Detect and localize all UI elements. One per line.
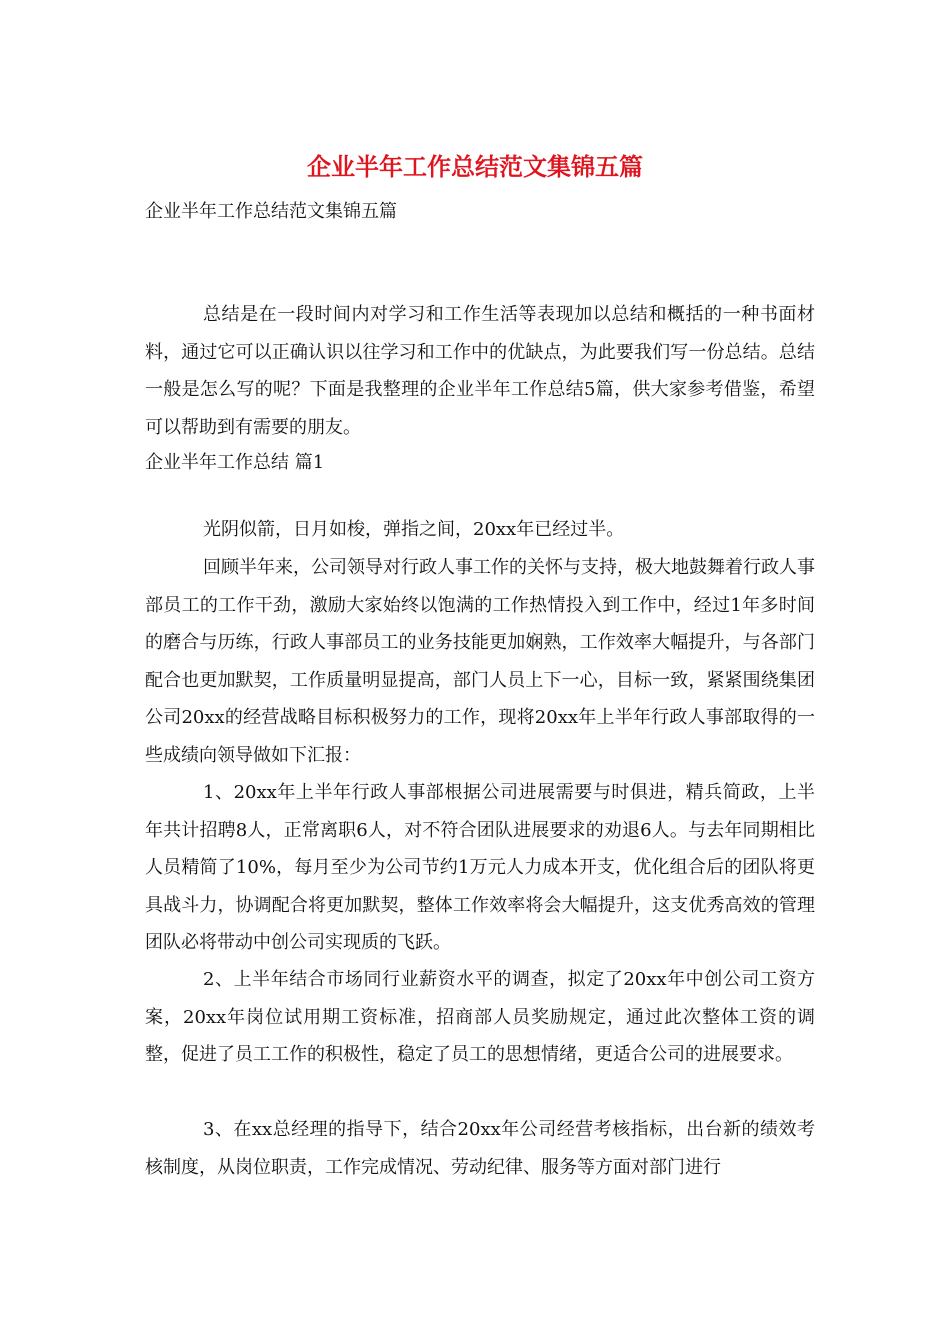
document-subtitle: 企业半年工作总结范文集锦五篇 [145,201,397,222]
body-paragraph: 3、在xx总经理的指导下，结合20xx年公司经营考核指标，出台新的绩效考核制度，从岗位职责，工作完成情况、劳动纪律、服务等方面对部门进行 [145,1119,815,1178]
body-paragraph: 2、上半年结合市场同行业薪资水平的调查，拟定了20xx年中创公司工资方案，20xx年岗位试用期工资标准，招商部人员奖励规定，通过此次整体工资的调整，促进了员工工作的积极性，稳定了员工的思想情绪，更适合公司的进展要求。 [145,969,815,1065]
intro-paragraph: 总结是在一段时间内对学习和工作生活等表现加以总结和概括的一种书面材料，通过它可以正确认识以往学习和工作中的优缺点，为此要我们写一份总结。总结一般是怎么写的呢？下面是我整理的企业半年工作总结5篇，供大家参考借鉴，希望可以帮助到有需要的朋友。 [145,304,815,438]
body-paragraph: 光阴似箭，日月如梭，弹指之间，20xx年已经过半。 [203,519,625,540]
section-heading: 企业半年工作总结 篇1 [145,452,325,473]
document-title: 企业半年工作总结范文集锦五篇 [307,152,643,181]
body-paragraph: 回顾半年来，公司领导对行政人事工作的关怀与支持，极大地鼓舞着行政人事部员工的工作干劲，激励大家始终以饱满的工作热情投入到工作中，经过1年多时间的磨合与历练，行政人事部员工的业务技能更加娴熟，工作效率大幅提升，与各部门配合也更加默契，工作质量明显提高，部门人员上下一心，目标一致，紧紧围绕集团公司20xx的经营战略目标积极努力的工作，现将20xx年上半年行政人事部取得的一些成绩向领导做如下汇报： [145,557,815,766]
body-paragraph: 1、20xx年上半年行政人事部根据公司进展需要与时俱进，精兵简政，上半年共计招聘8人，正常离职6人，对不符合团队进展要求的劝退6人。与去年同期相比人员精简了10%，每月至少为公司节约1万元人力成本开支，优化组合后的团队将更具战斗力，协调配合将更加默契，整体工作效率将会大幅提升，这支优秀高效的管理团队必将带动中创公司实现质的飞跃。 [145,782,815,953]
